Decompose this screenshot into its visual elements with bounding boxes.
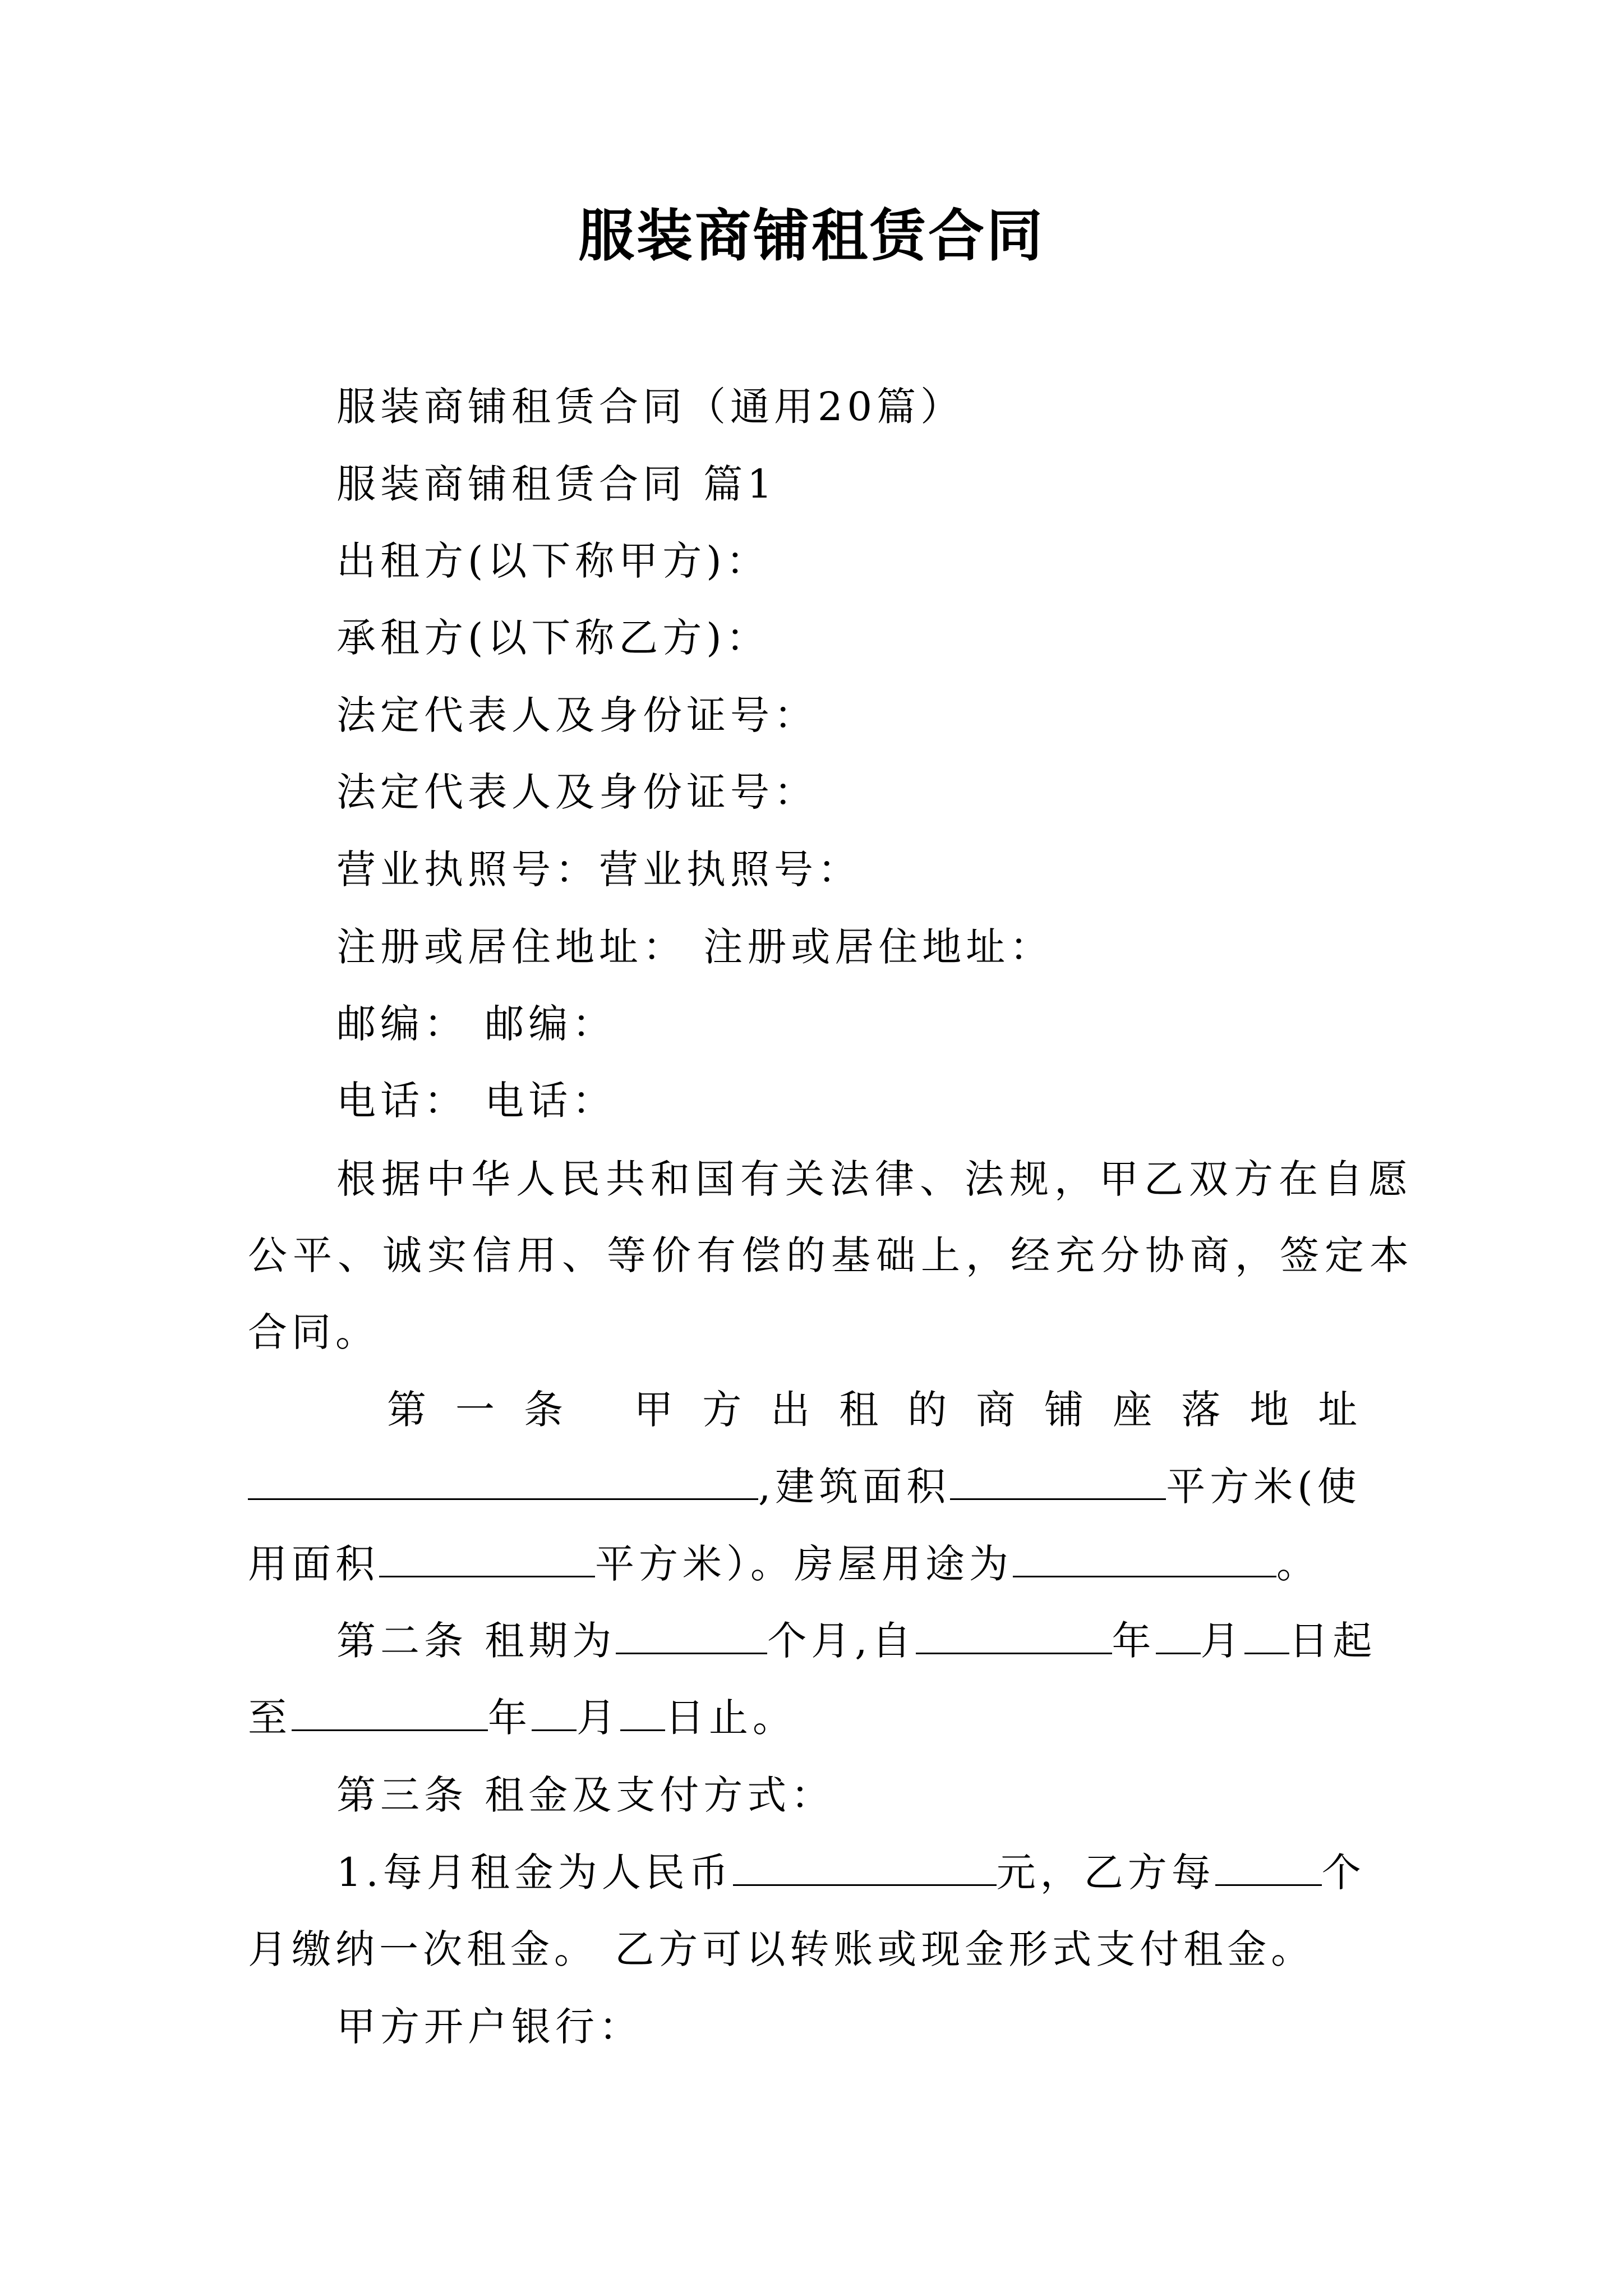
subtitle: 服装商铺租赁合同（通用20篇） [336, 384, 965, 430]
article-1-line-2 [248, 1461, 1361, 1512]
lease-term-label: 第二条 租期为 [336, 1618, 616, 1664]
article-1-line-3 [248, 1539, 1320, 1589]
article-3-item-1 [336, 1847, 1366, 1898]
end-day-blank [620, 1695, 665, 1731]
usable-area-label: 用面积 [248, 1541, 379, 1587]
from-label: 个月,自 [767, 1618, 916, 1664]
start-day-label: 日起 [1289, 1618, 1377, 1664]
rent-unit-label: 元，乙方每 [996, 1849, 1215, 1895]
start-year-blank [916, 1618, 1112, 1654]
article-1-line-1: 第一条 甲方出租的商铺座落地址 [387, 1387, 1387, 1433]
preamble-line-3: 合同。 [248, 1309, 379, 1355]
payment-interval-blank [1215, 1849, 1322, 1886]
usable-area-blank [379, 1541, 595, 1577]
to-label: 至 [248, 1695, 292, 1741]
article-1-area-label: ,建筑面积 [758, 1464, 951, 1510]
start-month-blank [1156, 1618, 1201, 1654]
end-month-blank [532, 1695, 577, 1731]
building-area-blank [950, 1464, 1166, 1500]
legal-rep-line-1: 法定代表人及身份证号： [336, 692, 818, 738]
bank-line: 甲方开户银行： [336, 2004, 643, 2050]
preamble-line-2: 公平、诚实信用、等价有偿的基础上，经充分协商，签定本 [248, 1232, 1414, 1278]
months-blank [616, 1618, 767, 1654]
usage-end: 。 [1276, 1541, 1320, 1587]
monthly-rent-label: 1.每月租金为人民币 [336, 1849, 733, 1895]
end-year-blank [292, 1695, 488, 1731]
usage-label: 平方米）。房屋用途为 [595, 1541, 1013, 1587]
end-year-label: 年 [488, 1695, 532, 1741]
start-year-label: 年 [1112, 1618, 1156, 1664]
article-1-area-unit: 平方米(使 [1166, 1464, 1361, 1510]
phone-line: 电话： 电话： [336, 1078, 616, 1124]
start-month-label: 月 [1200, 1618, 1244, 1664]
lessor-line: 出租方(以下称甲方)： [336, 538, 770, 584]
article-2-line-2 [248, 1692, 796, 1743]
legal-rep-line-2: 法定代表人及身份证号： [336, 769, 818, 815]
end-month-label: 月 [577, 1695, 620, 1741]
start-day-blank [1244, 1618, 1289, 1654]
part-heading: 服装商铺租赁合同 篇1 [336, 461, 777, 507]
article-3-item-1-cont: 月缴纳一次租金。 乙方可以转账或现金形式支付租金。 [248, 1926, 1315, 1972]
preamble-line-1: 根据中华人民共和国有关法律、法规，甲乙双方在自愿 [336, 1156, 1413, 1202]
article-2-line-1 [336, 1616, 1377, 1666]
lessee-line: 承租方(以下称乙方)： [336, 615, 770, 661]
license-line: 营业执照号：营业执照号： [336, 846, 861, 892]
address-blank [248, 1464, 758, 1500]
postcode-line: 邮编： 邮编： [336, 1001, 616, 1047]
article-3-heading: 第三条 租金及支付方式： [336, 1772, 835, 1818]
document-title: 服装商铺租赁合同 [578, 203, 1045, 269]
usage-blank [1013, 1541, 1276, 1577]
address-line: 注册或居住地址： 注册或居住地址： [336, 924, 1054, 970]
end-day-label: 日止。 [665, 1695, 796, 1741]
payment-interval-unit: 个 [1321, 1849, 1366, 1895]
rent-amount-blank [733, 1849, 997, 1886]
